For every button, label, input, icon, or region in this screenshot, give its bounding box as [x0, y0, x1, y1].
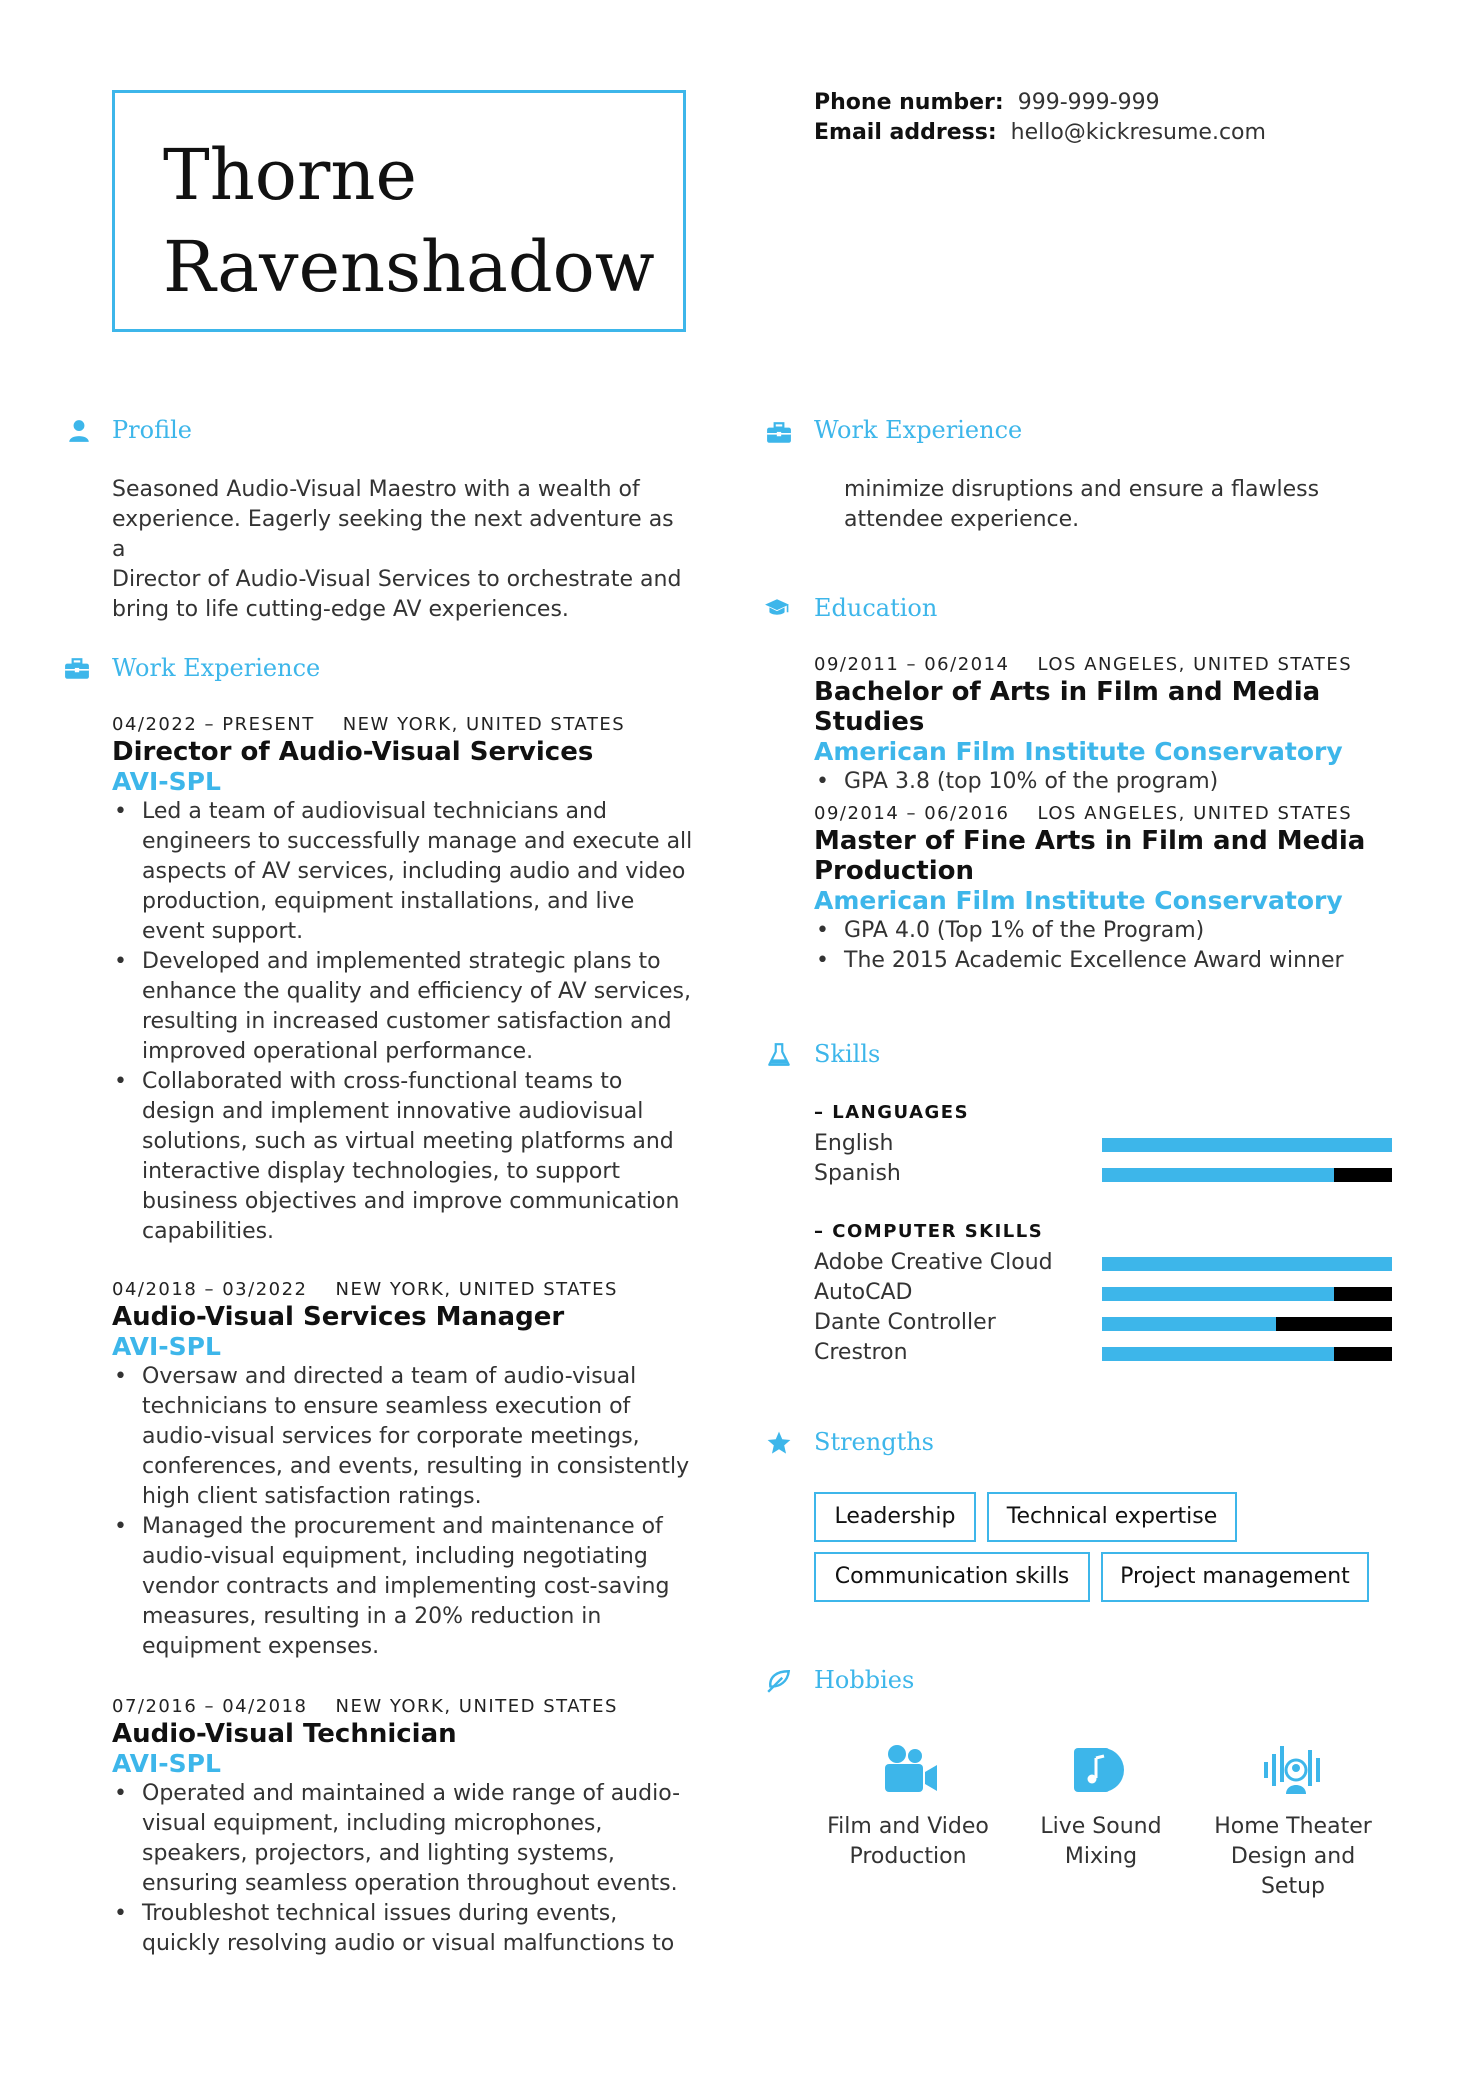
- education-dates: 09/2011 – 06/2014: [814, 654, 1010, 675]
- school-name: American Film Institute Conservatory: [814, 886, 1343, 915]
- job-bullets: [112, 1362, 702, 1662]
- bullet-line: quickly resolving audio or visual malfunctions to: [142, 1931, 675, 1956]
- job-company: AVI-SPL: [112, 767, 221, 796]
- hobby-item: [818, 1812, 998, 1872]
- skill-row: [814, 1248, 1394, 1278]
- skill-bar: [1102, 1347, 1392, 1361]
- job-bullet: [112, 1067, 702, 1247]
- briefcase-icon: [766, 420, 792, 446]
- skill-bar: [1102, 1287, 1392, 1301]
- skill-name: Adobe Creative Cloud: [814, 1250, 1053, 1275]
- bullet-line: event support.: [142, 919, 304, 944]
- skill-bar-fill: [1102, 1138, 1392, 1152]
- education-location: LOS ANGELES, UNITED STATES: [1037, 654, 1353, 675]
- bullet-line: • Developed and implemented strategic plans to: [142, 949, 661, 974]
- bullet-line: • Operated and maintained a wide range of audio-: [142, 1781, 681, 1806]
- video-camera-icon: [883, 1744, 939, 1796]
- sound-person-icon: [1262, 1742, 1322, 1798]
- name-line-1: Thorne: [163, 134, 417, 216]
- phone-value: 999-999-999: [1017, 90, 1160, 115]
- education-bullet: • The 2015 Academic Excellence Award winner: [814, 946, 1414, 976]
- job-company: AVI-SPL: [112, 1332, 221, 1361]
- job-entry: [112, 1696, 702, 1959]
- bullet-line: high client satisfaction ratings.: [142, 1484, 482, 1509]
- job-entry: [112, 714, 702, 1247]
- hobby-item: [1203, 1812, 1383, 1902]
- education-dates: 09/2014 – 06/2016: [814, 803, 1010, 824]
- skill-bar-fill: [1102, 1317, 1276, 1331]
- skill-row: [814, 1308, 1394, 1338]
- leaf-icon: [766, 1668, 792, 1694]
- bullet-line: production, equipment installations, and live: [142, 889, 635, 914]
- hobby-label-line: Film and Video: [827, 1814, 989, 1839]
- hobby-label-line: Live Sound: [1040, 1814, 1162, 1839]
- star-icon: [766, 1430, 792, 1456]
- work-continued-heading: Work Experience: [814, 416, 1023, 444]
- languages-label: – LANGUAGES: [814, 1102, 970, 1123]
- work-continued-text: [844, 475, 1404, 535]
- bullet-line: technicians to ensure seamless execution of: [142, 1394, 631, 1419]
- education-heading: Education: [814, 594, 938, 622]
- bullet-line: audio-visual equipment, including negotiating: [142, 1544, 648, 1569]
- music-disc-icon: [1072, 1744, 1132, 1796]
- bullet-line: speakers, projectors, and lighting systems,: [142, 1841, 615, 1866]
- skill-name: Spanish: [814, 1161, 901, 1186]
- skill-row: [814, 1159, 1394, 1189]
- job-bullet: [112, 1779, 702, 1899]
- strength-tag: Communication skills: [814, 1552, 1090, 1602]
- education-entry: [814, 654, 1414, 797]
- bullet-line: interactive display technologies, to support: [142, 1159, 621, 1184]
- bullet-line: enhance the quality and efficiency of AV services,: [142, 979, 691, 1004]
- bullet-line: audio-visual services for corporate meetings,: [142, 1424, 640, 1449]
- continued-line: attendee experience.: [844, 507, 1080, 532]
- education-bullets: [814, 767, 1414, 797]
- job-company: AVI-SPL: [112, 1749, 221, 1778]
- job-meta: [112, 1279, 702, 1300]
- bullet-line: vendor contracts and implementing cost-saving: [142, 1574, 670, 1599]
- skill-bar: [1102, 1138, 1392, 1152]
- candidate-name: [163, 129, 655, 313]
- job-location: NEW YORK, UNITED STATES: [342, 714, 626, 735]
- job-meta: [112, 714, 702, 735]
- bullet-line: capabilities.: [142, 1219, 275, 1244]
- hobbies-heading: Hobbies: [814, 1666, 915, 1694]
- skill-name: Crestron: [814, 1340, 908, 1365]
- degree-title-line: Master of Fine Arts in Film and Media: [814, 826, 1366, 856]
- education-meta: [814, 803, 1414, 824]
- bullet-line: visual equipment, including microphones,: [142, 1811, 603, 1836]
- bullet-line: ensuring seamless operation throughout events.: [142, 1871, 678, 1896]
- skill-row: [814, 1338, 1394, 1368]
- phone-row: [814, 88, 1266, 118]
- computer-skills-label: – COMPUTER SKILLS: [814, 1221, 1044, 1242]
- bullet-line: business objectives and improve communication: [142, 1189, 680, 1214]
- graduation-cap-icon: [764, 596, 790, 622]
- flask-icon: [766, 1042, 792, 1068]
- profile-line: experience. Eagerly seeking the next adventure as a: [112, 507, 674, 562]
- bullet-line: • Oversaw and directed a team of audio-visual: [142, 1364, 637, 1389]
- job-bullet: [112, 797, 702, 947]
- briefcase-icon: [64, 656, 90, 682]
- skill-bar-fill: [1102, 1257, 1392, 1271]
- job-dates: 04/2022 – PRESENT: [112, 714, 315, 735]
- skill-bar-fill: [1102, 1347, 1334, 1361]
- bullet-line: solutions, such as virtual meeting platforms and: [142, 1129, 674, 1154]
- job-title: Audio-Visual Technician: [112, 1719, 457, 1749]
- profile-heading: Profile: [112, 416, 192, 444]
- email-row: [814, 118, 1266, 148]
- skill-name: English: [814, 1131, 894, 1156]
- job-bullet: [112, 1512, 702, 1662]
- education-bullet: • GPA 4.0 (Top 1% of the Program): [814, 916, 1414, 946]
- hobby-label-line: Design and: [1230, 1844, 1356, 1869]
- job-bullets: [112, 797, 702, 1247]
- contact-info: [814, 88, 1266, 148]
- degree-title: [814, 826, 1414, 886]
- profile-line: bring to life cutting-edge AV experiences.: [112, 597, 569, 622]
- strengths-heading: Strengths: [814, 1428, 934, 1456]
- hobby-item: [1011, 1812, 1191, 1872]
- job-bullet: [112, 947, 702, 1067]
- job-dates: 07/2016 – 04/2018: [112, 1696, 308, 1717]
- strength-tag: Technical expertise: [987, 1492, 1237, 1542]
- hobby-label-line: Production: [849, 1844, 967, 1869]
- bullet-line: design and implement innovative audiovisual: [142, 1099, 644, 1124]
- job-meta: [112, 1696, 702, 1717]
- email-label: Email address:: [814, 120, 997, 145]
- job-bullet: [112, 1362, 702, 1512]
- bullet-line: conferences, and events, resulting in consistently: [142, 1454, 690, 1479]
- skill-name: Dante Controller: [814, 1310, 996, 1335]
- skill-name: AutoCAD: [814, 1280, 913, 1305]
- skill-row: [814, 1278, 1394, 1308]
- skill-bar-fill: [1102, 1287, 1334, 1301]
- skill-bar: [1102, 1317, 1392, 1331]
- education-location: LOS ANGELES, UNITED STATES: [1037, 803, 1353, 824]
- profile-line: Seasoned Audio-Visual Maestro with a wealth of: [112, 477, 640, 502]
- bullet-line: measures, resulting in a 20% reduction in: [142, 1604, 602, 1629]
- bullet-line: aspects of AV services, including audio and video: [142, 859, 686, 884]
- skill-bar: [1102, 1168, 1392, 1182]
- profile-summary: [112, 475, 692, 625]
- name-box: [112, 90, 686, 332]
- job-title: Audio-Visual Services Manager: [112, 1302, 565, 1332]
- job-dates: 04/2018 – 03/2022: [112, 1279, 308, 1300]
- work-heading: Work Experience: [112, 654, 321, 682]
- phone-label: Phone number:: [814, 90, 1004, 115]
- skills-heading: Skills: [814, 1040, 881, 1068]
- hobby-label-line: Home Theater: [1214, 1814, 1372, 1839]
- bullet-line: resulting in increased customer satisfaction and: [142, 1009, 672, 1034]
- hobby-label-line: Mixing: [1064, 1844, 1138, 1869]
- job-location: NEW YORK, UNITED STATES: [335, 1696, 618, 1717]
- bullet-line: • Managed the procurement and maintenance of: [142, 1514, 663, 1539]
- job-bullet: [112, 1899, 702, 1959]
- person-icon: [66, 418, 92, 444]
- job-title: Director of Audio-Visual Services: [112, 737, 594, 767]
- bullet-line: • Led a team of audiovisual technicians and: [142, 799, 607, 824]
- bullet-line: engineers to successfully manage and execute all: [142, 829, 693, 854]
- bullet-line: improved operational performance.: [142, 1039, 534, 1064]
- bullet-line: • Collaborated with cross-functional teams to: [142, 1069, 623, 1094]
- education-meta: [814, 654, 1414, 675]
- skill-row: [814, 1129, 1394, 1159]
- job-location: NEW YORK, UNITED STATES: [335, 1279, 618, 1300]
- hobby-label-line: Setup: [1260, 1874, 1326, 1899]
- strength-tag: Leadership: [814, 1492, 976, 1542]
- education-bullet: • GPA 3.8 (top 10% of the program): [814, 767, 1414, 797]
- school-name: American Film Institute Conservatory: [814, 737, 1343, 766]
- bullet-line: • Troubleshot technical issues during events,: [142, 1901, 618, 1926]
- job-entry: [112, 1279, 702, 1662]
- profile-line: Director of Audio-Visual Services to orchestrate and: [112, 567, 682, 592]
- bullet-line: equipment expenses.: [142, 1634, 380, 1659]
- job-bullets: [112, 1779, 702, 1959]
- education-entry: [814, 803, 1414, 976]
- email-value: hello@kickresume.com: [1010, 120, 1266, 145]
- education-bullets: [814, 916, 1414, 976]
- degree-title: Bachelor of Arts in Film and Media Studies: [814, 677, 1321, 737]
- degree-title-line: Production: [814, 856, 974, 886]
- name-line-2: Ravenshadow: [163, 226, 655, 308]
- continued-line: minimize disruptions and ensure a flawless: [844, 477, 1320, 502]
- skill-bar-fill: [1102, 1168, 1334, 1182]
- skill-bar: [1102, 1257, 1392, 1271]
- strength-tag: Project management: [1101, 1552, 1369, 1602]
